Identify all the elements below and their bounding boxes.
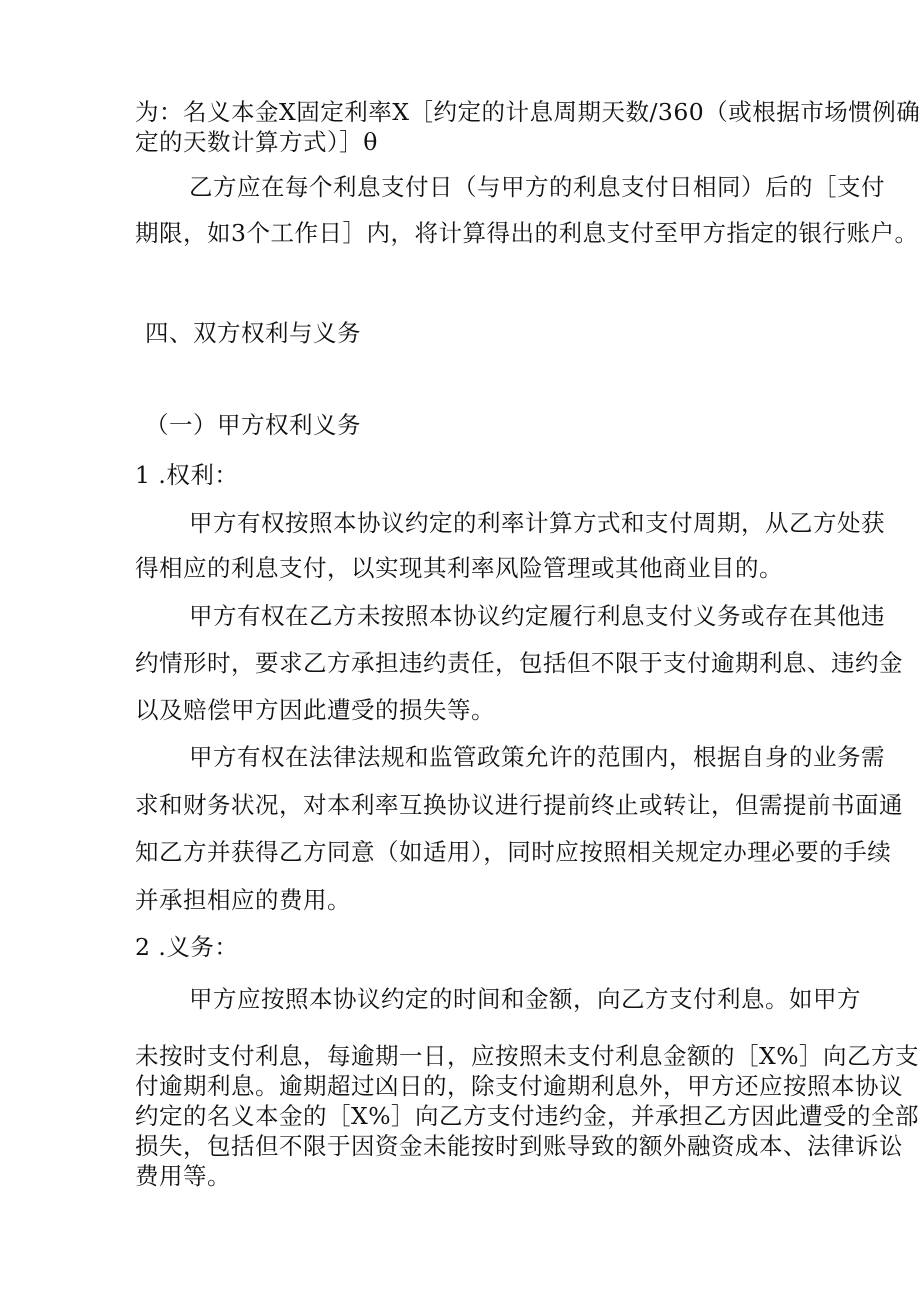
formula-line-1: 为：名义本金X固定利率X［约定的计息周期天数/360（或根据市场惯例确	[135, 98, 920, 126]
rights-para-3-line-2: 求和财务状况，对本利率互换协议进行提前终止或转让，但需提前书面通	[135, 791, 903, 819]
rights-para-3-line-4: 并承担相应的费用。	[135, 886, 351, 914]
rights-para-2-line-3: 以及赔偿甲方因此遭受的损失等。	[135, 696, 495, 724]
rights-para-3-line-1: 甲方有权在法律法规和监管政策允许的范围内，根据自身的业务需	[189, 743, 885, 771]
obligations-heading: 2 .义务：	[135, 933, 239, 961]
rights-heading: 1 .权利：	[135, 461, 239, 489]
subsection-heading: （一）甲方权利义务	[145, 411, 361, 439]
rights-para-2-line-2: 约情形时，要求乙方承担违约责任，包括但不限于支付逾期利息、违约金	[135, 649, 903, 677]
obligations-line-3: 约定的名义本金的［X%］向乙方支付违约金，并承担乙方因此遭受的全部	[135, 1102, 920, 1130]
rights-para-1-line-2: 得相应的利息支付，以实现其利率风险管理或其他商业目的。	[135, 554, 783, 582]
rights-para-3-line-3: 知乙方并获得乙方同意（如适用），同时应按照相关规定办理必要的手续	[135, 838, 892, 866]
formula-line-2: 定的天数计算方式）］θ	[135, 128, 378, 156]
obligations-line-5: 费用等。	[135, 1162, 231, 1190]
rights-para-1-line-1: 甲方有权按照本协议约定的利率计算方式和支付周期，从乙方处获	[189, 509, 885, 537]
obligations-line-4: 损失，包括但不限于因资金未能按时到账导致的额外融资成本、法律诉讼	[135, 1132, 903, 1160]
obligations-line-1: 未按时支付利息，每逾期一日，应按照未支付利息金额的［X%］向乙方支	[135, 1042, 920, 1070]
obligations-line-2: 付逾期利息。逾期超过凶日的，除支付逾期利息外，甲方还应按照本协议	[135, 1072, 903, 1100]
section-heading: 四、双方权利与义务	[145, 319, 361, 347]
payment-line-1: 乙方应在每个利息支付日（与甲方的利息支付日相同）后的［支付	[189, 173, 885, 201]
payment-line-2: 期限，如3个工作日］内，将计算得出的利息支付至甲方指定的银行账户。	[135, 219, 919, 247]
obligations-first-line: 甲方应按照本协议约定的时间和金额，向乙方支付利息。如甲方	[189, 985, 861, 1013]
rights-para-2-line-1: 甲方有权在乙方未按照本协议约定履行利息支付义务或存在其他违	[189, 602, 885, 630]
